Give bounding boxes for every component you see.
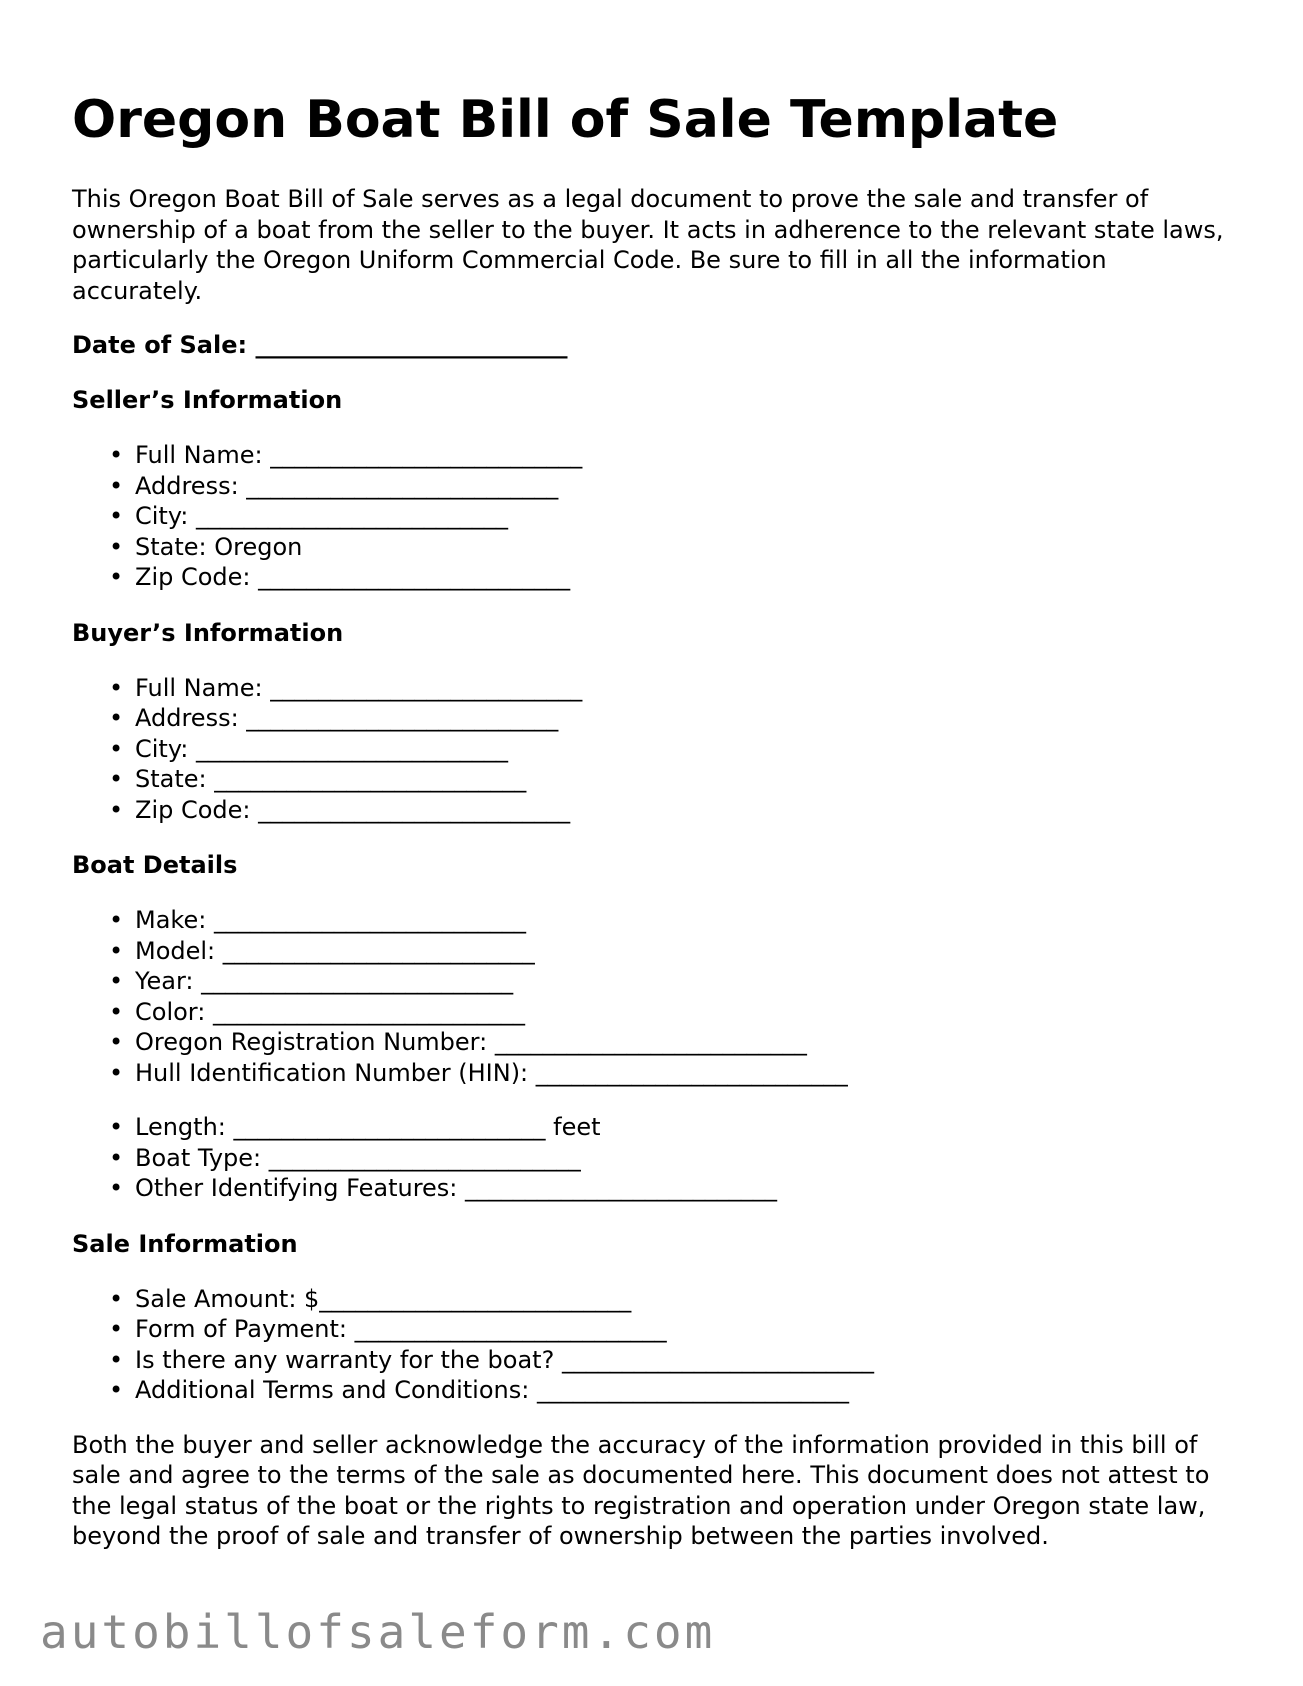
buyer-heading: Buyer’s Information bbox=[72, 618, 344, 647]
boat-length-field: • Length: __________________________ feet bbox=[135, 1112, 1232, 1143]
seller-zip-field: • Zip Code: __________________________ bbox=[135, 562, 1232, 593]
seller-list bbox=[72, 440, 1232, 593]
warranty-field: • Is there any warranty for the boat? __________________________ bbox=[135, 1345, 1232, 1376]
seller-full-name-field: • Full Name: __________________________ bbox=[135, 440, 1232, 471]
seller-city-field: • City: __________________________ bbox=[135, 501, 1232, 532]
buyer-address-field: • Address: __________________________ bbox=[135, 703, 1232, 734]
intro-paragraph: This Oregon Boat Bill of Sale serves as a legal document to prove the sale and transfer of ownership of a boat from the seller to the buyer. It acts in adherence to the relevant state laws, particularly the Oregon Uniform Commercial Code. Be sure to fill in all the information accurately. bbox=[72, 185, 1224, 305]
boat-hin-field: • Hull Identification Number (HIN): __________________________ bbox=[135, 1058, 1232, 1089]
buyer-list bbox=[72, 673, 1232, 826]
boat-registration-field: • Oregon Registration Number: __________________________ bbox=[135, 1027, 1232, 1058]
payment-form-field: • Form of Payment: __________________________ bbox=[135, 1314, 1232, 1345]
buyer-state-field: • State: __________________________ bbox=[135, 764, 1232, 795]
seller-address-field: • Address: __________________________ bbox=[135, 471, 1232, 502]
boat-details-list bbox=[72, 905, 1232, 1088]
sale-information-list bbox=[72, 1284, 1232, 1406]
boat-details-heading: Boat Details bbox=[72, 851, 238, 879]
boat-details-list-2 bbox=[72, 1112, 1232, 1204]
date-of-sale-field: Date of Sale: __________________________ bbox=[72, 331, 568, 359]
seller-state-field: • State: Oregon bbox=[135, 532, 1232, 563]
seller-heading: Seller’s Information bbox=[72, 386, 343, 414]
boat-features-field: • Other Identifying Features: __________________________ bbox=[135, 1173, 1232, 1204]
sale-amount-field: • Sale Amount: $__________________________ bbox=[135, 1284, 1232, 1315]
watermark: autobillofsaleform.com bbox=[40, 1605, 716, 1659]
boat-color-field: • Color: __________________________ bbox=[135, 997, 1232, 1028]
boat-make-field: • Make: __________________________ bbox=[135, 905, 1232, 936]
buyer-full-name-field: • Full Name: __________________________ bbox=[135, 673, 1232, 704]
buyer-zip-field: • Zip Code: __________________________ bbox=[135, 795, 1232, 826]
sale-information-heading: Sale Information bbox=[72, 1229, 298, 1258]
buyer-city-field: • City: __________________________ bbox=[135, 734, 1232, 765]
document-page bbox=[72, 88, 1232, 1552]
closing-paragraph: Both the buyer and seller acknowledge the accuracy of the information provided in this bill of sale and agree to the terms of the sale as documented here. This document does not attest to the legal status of the boat or the rights to registration and operation under Oregon state law, beyond the proof of sale and transfer of ownership between the parties involved. bbox=[72, 1430, 1210, 1550]
boat-type-field: • Boat Type: __________________________ bbox=[135, 1143, 1232, 1174]
page-title: Oregon Boat Bill of Sale Template bbox=[72, 90, 1059, 150]
boat-year-field: • Year: __________________________ bbox=[135, 966, 1232, 997]
boat-model-field: • Model: __________________________ bbox=[135, 936, 1232, 967]
additional-terms-field: • Additional Terms and Conditions: __________________________ bbox=[135, 1375, 1232, 1406]
